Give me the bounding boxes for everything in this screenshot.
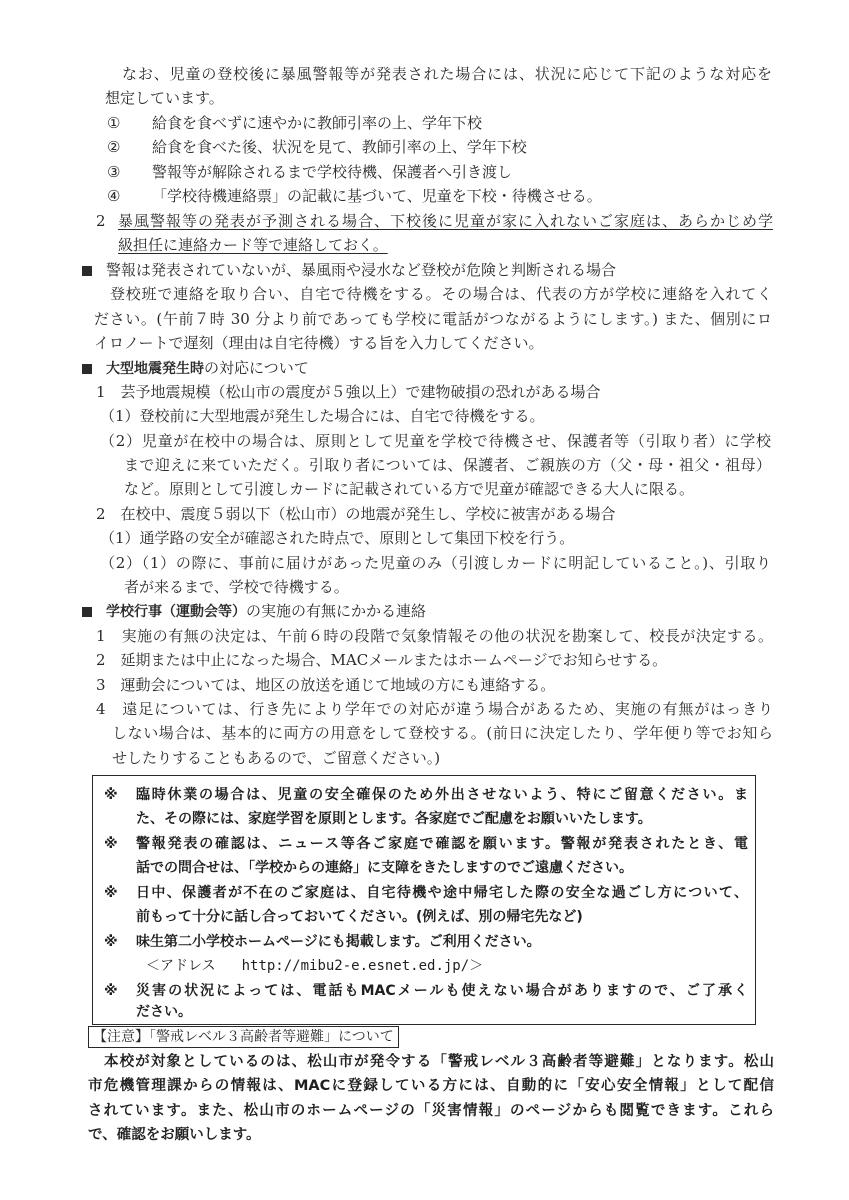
section-heading-earthquake [82,358,309,379]
bullet-square-icon [82,266,92,276]
response-num: ④ [107,187,121,205]
earthquake-sub-q1: （1）通学路の安全が確認された時点で、原則として集団下校を行う。 [100,529,575,547]
bullet-square-icon [82,364,92,374]
note-4-line-1: 味生第二小学校ホームページにも掲載します。ご利用ください。 [136,934,541,950]
events-item-4-line-2: しない場合は、基本的に両方の用意をして登校する。(前日に決定したり、学年便り等でお知ら [112,724,773,742]
section-heading-weather [82,260,616,280]
note-4-address [146,956,483,976]
events-item: 3 運動会については、地区の放送を通じて地域の方にも連絡する。 [96,676,556,694]
address-url-link[interactable]: http://mibu2-e.esnet.ed.jp/ [241,958,470,974]
item2-line-1: 暴風警報等の発表が予測される場合、下校後に児童が家に入れないご家庭は、あらかじめ学 [118,212,773,230]
caution-line-4: で、確認をお願いします。 [88,1127,261,1143]
note-3-line-2: 前もって十分に話し合っておいてください。(例えば、別の帰宅先など) [136,909,583,925]
earthquake-sub-2-line-1: （2）児童が在校中の場合は、原則として児童を学校で待機させ、保護者等（引取り者）に学校 [100,432,771,450]
response-num: ③ [107,163,121,181]
earthquake-sub-2-line-3: など。原則として引渡しカードに記載されている方で児童が確認できる大人に限る。 [124,480,695,498]
response-text: 給食を食べた後、状況を見て、教師引率の上、学年下校 [152,138,527,156]
intro-line-1: なお、児童の登校後に暴風警報等が発表された場合には、状況に応じて下記のような対応を [122,65,772,83]
note-3-line-1: 日中、保護者が不在のご家庭は、自宅待機や途中帰宅した際の安全な過ごし方について、 [136,885,748,901]
section-heading-events [82,601,426,622]
item2-number: 2 [96,212,106,230]
note-mark: ※ [104,885,118,901]
earthquake-heading-bold: 大型地震発生時 [106,361,204,377]
note-5-line-2: ださい。 [136,1004,192,1020]
caution-line-3: されています。また、松山市のホームページの「災害情報」のページからも閲覧できます。これら [88,1103,774,1119]
note-5-line-1: 災害の状況によっては、電話もMACメールも使えない場合がありますので、ご了承く [136,983,748,999]
earthquake-item-2: 2 在校中、震度５弱以下（松山市）の地震が発生し、学校に被害がある場合 [96,505,616,523]
note-mark: ※ [104,983,118,999]
note-1-line-2: た、その際には、家庭学習を原則とします。各家庭でご配慮をお願いいたします。 [136,811,652,827]
weather-heading-text: 警報は発表されていないが、暴風雨や浸水など登校が危険と判断される場合 [106,261,617,279]
caution-label: 【注意】「警戒レベル３高齢者等避難」について [88,1026,399,1048]
address-label: ＜アドレス [146,958,216,974]
earthquake-item-1: 1 芸予地震規模（松山市の震度が５強以上）で建物破損の恐れがある場合 [96,383,601,401]
caution-line-2: 市危機管理課からの情報は、MACに登録している方には、自動的に「安心安全情報」として配信 [88,1078,774,1094]
response-text: 「学校待機連絡票」の記載に基づいて、児童を下校・待機させる。 [152,187,602,205]
events-heading-bold: 学校行事（運動会等） [106,604,246,620]
note-1-line-1: 臨時休業の場合は、児童の安全確保のため外出させないよう、特にご留意ください。ま [136,787,748,803]
earthquake-heading-rest: の対応について [204,359,309,377]
response-text: 給食を食べずに速やかに教師引率の上、学年下校 [152,114,483,132]
note-2-line-2: 話での問合せは、「学校からの連絡」に支障をきたしますのでご遠慮ください。 [136,860,633,876]
events-item-4-line-3: せしたりすることもあるので、ご留意ください。) [112,749,441,767]
intro-line-2: 想定しています。 [105,89,224,107]
address-end: ＞ [469,958,484,974]
events-item: 4 遠足については、行き先により学年での対応が違う場合があるため、実施の有無がはっきり [96,700,773,718]
events-item: 2 延期または中止になった場合、MACメールまたはホームページでお知らせする。 [96,651,668,669]
note-2-line-1: 警報発表の確認は、ニュース等各ご家庭で確認を願います。警報が発表されたとき、電 [136,836,748,852]
earthquake-sub-2-line-2: まで迎えに来ていただく。引取り者については、保護者、ご親族の方（父・母・祖父・祖母） [124,456,771,474]
events-item: 1 実施の有無の決定は、午前６時の段階で気象情報その他の状況を勘案して、校長が決定する。 [96,627,773,645]
earthquake-sub-1: （1）登校前に大型地震が発生した場合には、自宅で待機をする。 [100,407,545,425]
response-num: ② [107,138,121,156]
earthquake-sub-q2-line-1: （2）（1）の際に、事前に届けがあった児童のみ（引渡しカードに明記していること。)、引取り [100,554,771,572]
note-mark: ※ [104,787,118,803]
caution-line-1: 本校が対象としているのは、松山市が発令する「警戒レベル３高齢者等避難」となります。松山 [104,1054,774,1070]
events-heading-rest: の実施の有無にかかる連絡 [246,602,427,620]
note-mark: ※ [104,836,118,852]
earthquake-sub-q2-line-2: 者が来るまで、学校で待機する。 [124,578,349,596]
weather-line-2: ださい。(午前７時 30 分より前であっても学校に電話がつながるようにします。) また、個別にロ [94,310,772,328]
response-num: ① [107,114,121,132]
weather-line-3: イロノートで遅刻（理由は自宅待機）する旨を入力してください。 [94,334,544,352]
bullet-square-icon [82,607,92,617]
note-mark: ※ [104,934,118,950]
item2-line-2: 級担任に連絡カード等で連絡しておく。 [118,236,388,254]
weather-line-1: 登校班で連絡を取り合い、自宅で待機をする。その場合は、代表の方が学校に連絡を入れてく [110,285,772,303]
response-text: 警報等が解除されるまで学校待機、保護者へ引き渡し [152,163,513,181]
